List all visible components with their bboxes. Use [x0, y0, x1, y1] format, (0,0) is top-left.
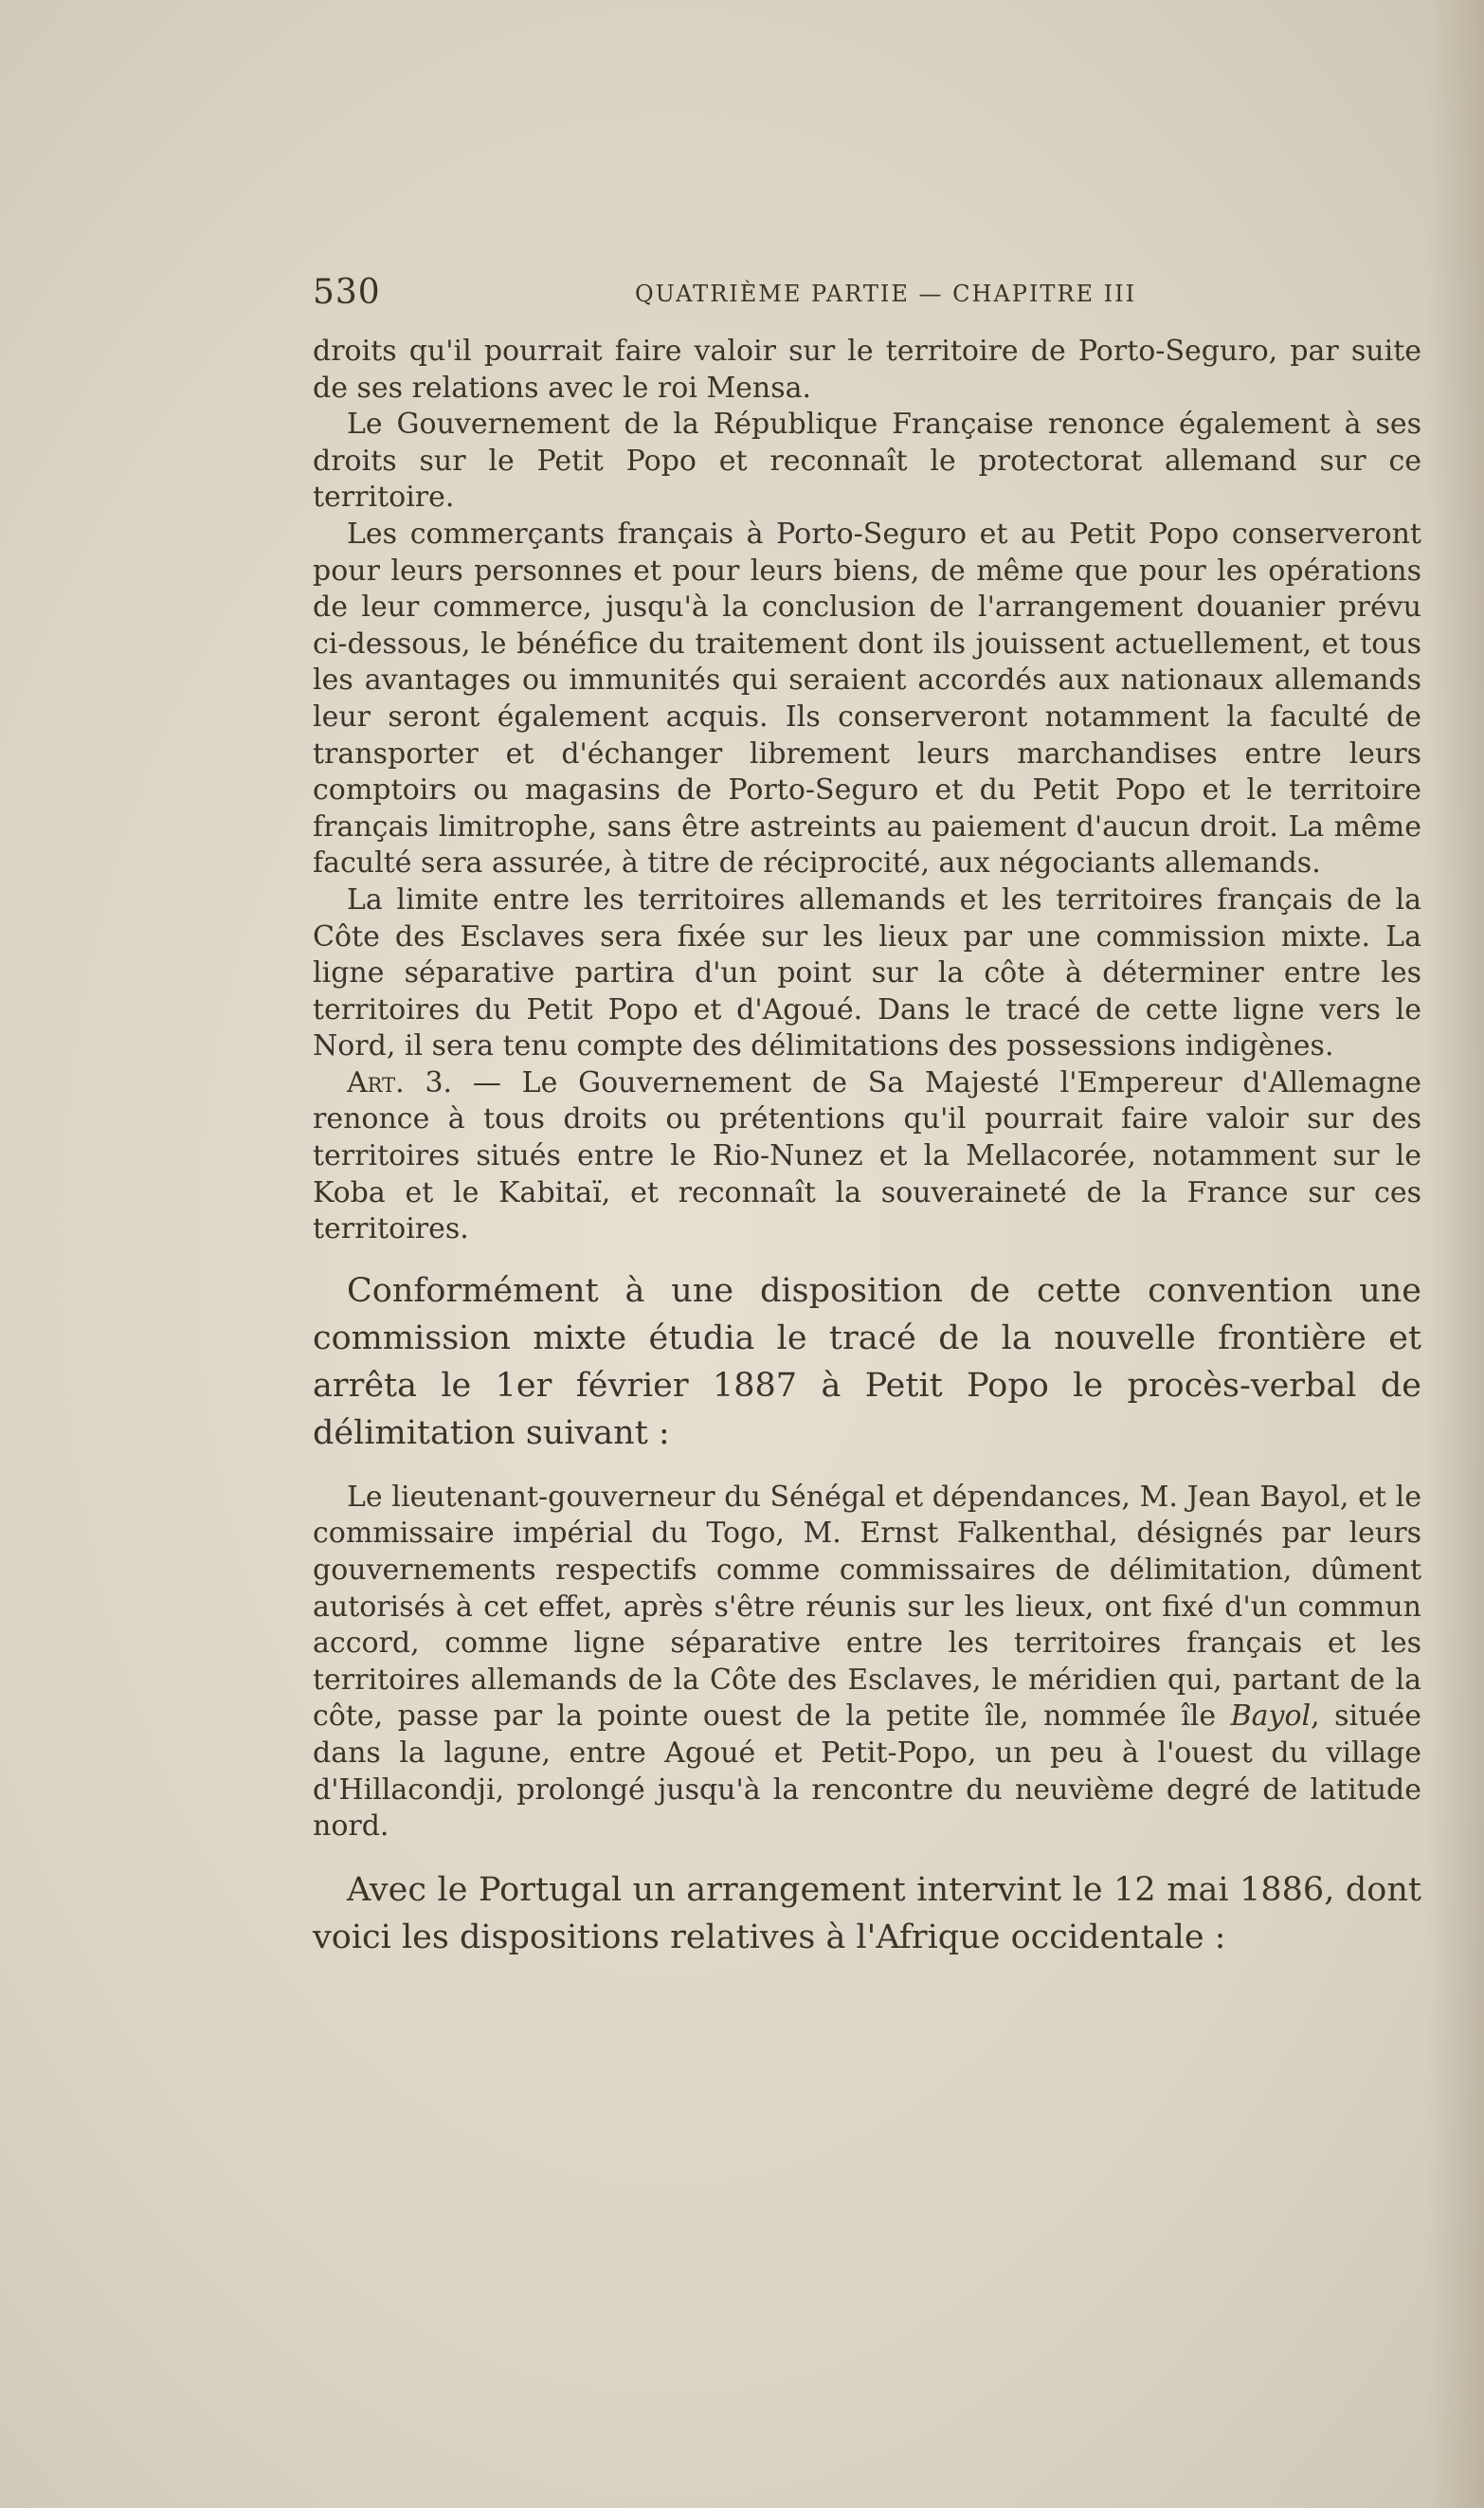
article-paragraph [313, 1065, 1421, 1248]
paragraph: Les commerçants français à Porto-Seguro et au Petit Popo conserveront pour leurs personnes et pour leurs biens, de même que pour les opérations de leur commerce, jusqu'à la conclusion de l'arrangement douanier prévu ci-dessous, le bénéfice du traitement dont ils jouissent actuellement, et tous les avantages ou immunités qui seraient accordés aux nationaux allemands leur seront également acquis. Ils conserveront notamment la faculté de transporter et d'échanger librement leurs marchandises entre leurs comptoirs ou magasins de Porto-Seguro et du Petit Popo et le territoire français limitrophe, sans être astreints au paiement d'aucun droit. La même faculté sera assurée, à titre de réciprocité, aux négociants allemands. [313, 517, 1421, 881]
quote-text-end: , située dans la lagune, entre Agoué et Petit-Popo, un peu à l'ouest du village d'Hillacondji, prolongé jusqu'à la rencontre du neuvième degré de latitude nord. [313, 1699, 1421, 1844]
page-body [313, 334, 1421, 1961]
page-header [313, 273, 1431, 315]
quote-text: Le lieutenant-gouverneur du Sénégal et dépendances, M. Jean Bayol, et le commissaire impérial du Togo, M. Ernst Falkenthal, désignés par leurs gouvernements respectifs comme commissaires de délimitation, dûment autorisés à cet effet, après s'être réunis sur les lieux, ont fixé d'un commun accord, comme ligne séparative entre les territoires français et les territoires allemands de la Côte des Esclaves, le méridien qui, partant de la côte, passe par la pointe ouest de la petite île, nommée île [313, 1480, 1421, 1734]
page-number: 530 [313, 273, 381, 312]
paragraph: Le Gouvernement de la République Française renonce également à ses droits sur le Petit Popo et reconnaît le protectorat allemand sur ce territoire. [313, 408, 1421, 515]
quote-italic: Bayol [1230, 1699, 1312, 1734]
quoted-proces-verbal [313, 1480, 1421, 1845]
page-edge-shadow [1427, 0, 1484, 2508]
body-paragraph: Conformément à une disposition de cette convention une commission mixte étudia le tracé de la nouvelle frontière et arrêta le 1er février 1887 à Petit Popo le procès-verbal de délimitation suivant : [313, 1271, 1421, 1452]
paragraph: droits qu'il pourrait faire valoir sur le territoire de Porto-Seguro, par suite de ses relations avec le roi Mensa. [313, 335, 1421, 405]
article-label: Art. 3. [347, 1065, 453, 1100]
paragraph: La limite entre les territoires allemands et les territoires français de la Côte des Esclaves sera fixée sur les lieux par une commission mixte. La ligne séparative partira d'un point sur la côte à déterminer entre les territoires du Petit Popo et d'Agoué. Dans le tracé de cette ligne vers le Nord, il sera tenu compte des délimitations des possessions indigènes. [313, 882, 1421, 1063]
closing-paragraph: Avec le Portugal un arrangement intervint le 12 mai 1886, dont voici les dispositions relatives à l'Afrique occidentale : [313, 1870, 1421, 1956]
article-text: — Le Gouvernement de Sa Majesté l'Empereur d'Allemagne renonce à tous droits ou prétentions qu'il pourrait faire valoir sur des territoires situés entre le Rio-Nunez et la Mellacorée, notamment sur le Koba et le Kabitaï, et reconnaît la souveraineté de la France sur ces territoires. [313, 1065, 1422, 1246]
running-head: QUATRIÈME PARTIE — CHAPITRE III [635, 281, 1137, 307]
